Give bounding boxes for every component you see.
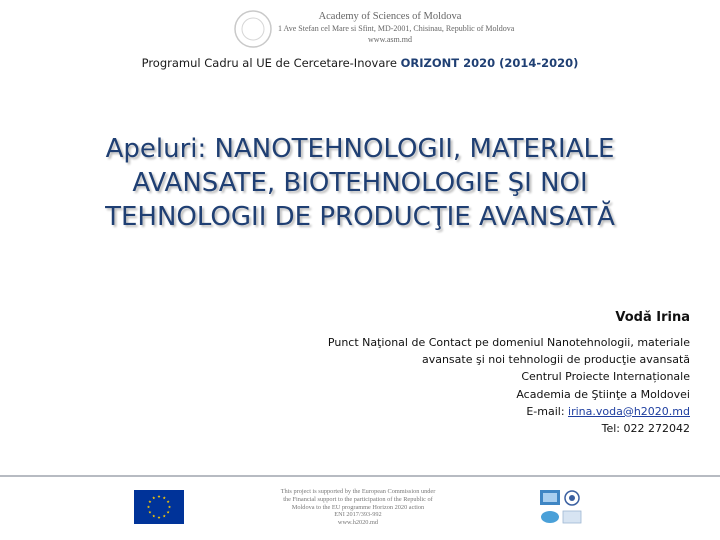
email-link[interactable]: irina.voda@h2020.md [568, 404, 690, 418]
academy-emblem-icon [232, 8, 274, 50]
email-line [270, 403, 690, 420]
eu-flag-icon [134, 490, 184, 524]
phone: Tel: 022 272042 [601, 422, 690, 436]
support-line: www.h2020.md [337, 519, 379, 527]
academy: Academia de Ştiinţe a Moldovei [516, 387, 690, 401]
institution-name: Academy of Sciences of Moldova [318, 11, 462, 22]
support-line: This project is supported by the European Commission under [280, 488, 436, 495]
institution-header [232, 8, 515, 50]
title-line-3: TEHNOLOGII DE PRODUCŢIE AVANSATĂ [105, 202, 615, 232]
programme-line [0, 56, 720, 70]
role-line-2: avansate şi noi tehnologii de producţie avansată [421, 353, 690, 367]
title-line-1: Apeluri: NANOTEHNOLOGII, MATERIALE [105, 134, 615, 164]
institution-website: www.asm.md [368, 35, 412, 44]
partner-logos-icon [540, 490, 584, 526]
role-line-1: Punct Naţional de Contact pe domeniul Nanotehnologii, materiale [327, 336, 690, 349]
programme-name: ORIZONT 2020 (2014-2020) [400, 56, 579, 70]
title-line-2: AVANSATE, BIOTEHNOLOGIE ŞI NOI [132, 168, 588, 198]
slide-title [20, 132, 700, 234]
support-line: ENI 2017/393-992 [334, 511, 382, 519]
footer-divider [0, 475, 720, 477]
contact-block [270, 334, 690, 437]
support-line: the Financial support to the participation of the Republic of [283, 495, 433, 503]
institution-address: 1 Ave Stefan cel Mare si Sfint, MD-2001, Chisinau, Republic of Moldova [278, 24, 515, 33]
author-name: Vodă Irina [615, 310, 690, 325]
support-line: Moldova to the EU programme Horizon 2020 action [291, 503, 425, 511]
organization: Centrul Proiecte Internaționale [521, 370, 690, 384]
email-label: E-mail: [526, 404, 569, 418]
support-statement [260, 488, 456, 527]
programme-prefix: Programul Cadru al UE de Cercetare-Inovare [141, 56, 401, 70]
